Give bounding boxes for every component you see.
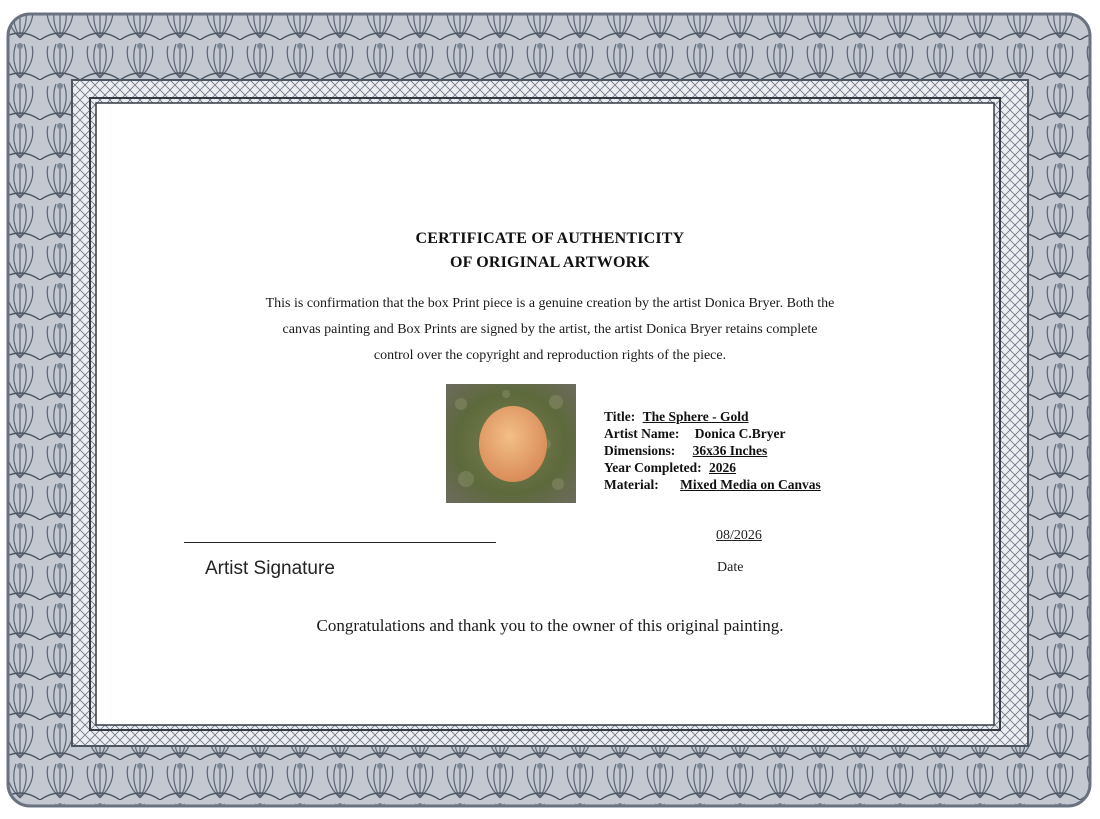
- confirmation-line-3: control over the copyright and reproduction rights of the piece.: [373, 348, 727, 363]
- certificate-title-line2: OF ORIGINAL ARTWORK: [449, 254, 650, 271]
- detail-material-label: Material:: [604, 477, 659, 492]
- detail-year-value: 2026: [708, 460, 736, 475]
- date-label: Date: [717, 560, 744, 575]
- detail-year: [604, 459, 821, 476]
- signature-label: Artist Signature: [205, 558, 335, 579]
- signature-line: [184, 542, 496, 543]
- detail-title: [604, 408, 821, 425]
- confirmation-paragraph: [200, 291, 900, 369]
- detail-material: [604, 476, 821, 493]
- detail-dimensions: [604, 442, 821, 459]
- confirmation-line-2: canvas painting and Box Prints are signed by the artist, the artist Donica Bryer retains complete: [282, 322, 818, 337]
- detail-artist-value: Donica C.Bryer: [694, 426, 786, 441]
- detail-material-value: Mixed Media on Canvas: [680, 477, 821, 492]
- detail-dimensions-label: Dimensions:: [604, 443, 676, 458]
- detail-title-label: Title:: [604, 409, 636, 424]
- detail-artist: [604, 425, 821, 442]
- date-value: 08/2026: [716, 528, 762, 543]
- detail-year-label: Year Completed:: [604, 460, 702, 475]
- detail-title-value: The Sphere - Gold: [642, 409, 749, 424]
- confirmation-line-1: This is confirmation that the box Print piece is a genuine creation by the artist Donica Bryer. Both the: [265, 296, 835, 311]
- certificate-title-line1: CERTIFICATE OF AUTHENTICITY: [415, 230, 685, 247]
- artwork-details: [604, 408, 821, 493]
- sphere-painting: [446, 384, 576, 503]
- detail-artist-label: Artist Name:: [604, 426, 680, 441]
- closing-message: Congratulations and thank you to the owner of this original painting.: [316, 616, 784, 635]
- detail-dimensions-value: 36x36 Inches: [692, 443, 768, 458]
